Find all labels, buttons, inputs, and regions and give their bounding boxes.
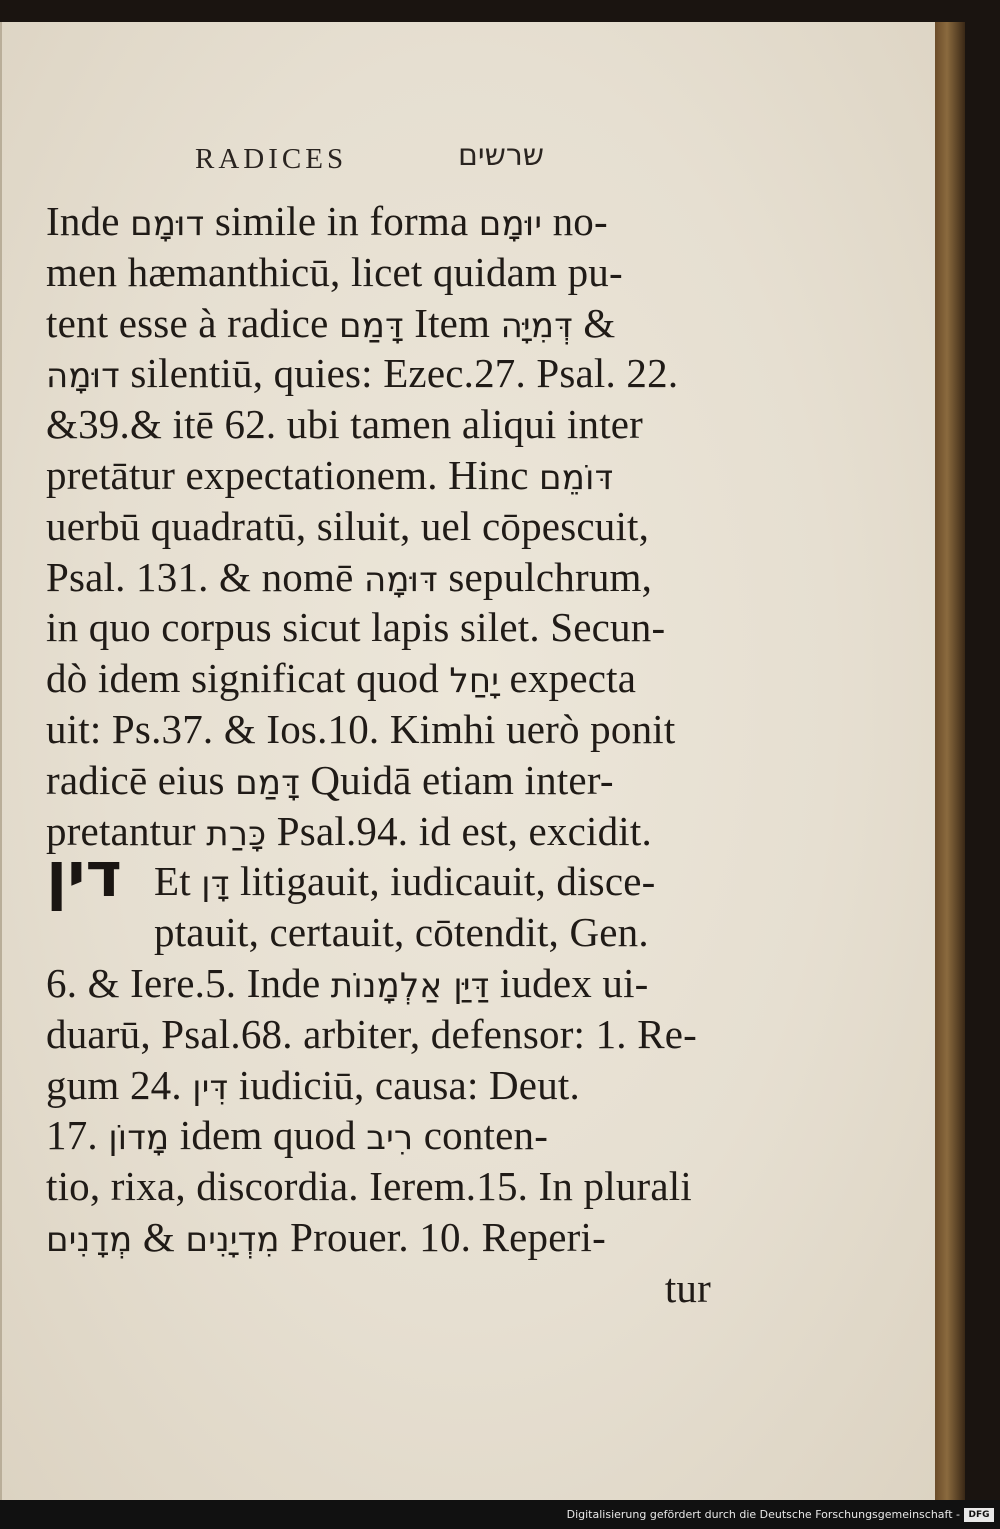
latin-text: men hæmanthicū, licet quidam pu- bbox=[46, 248, 623, 295]
hebrew-word: דוּמָה bbox=[46, 356, 120, 397]
hebrew-word: דָּמַם bbox=[338, 305, 404, 346]
text-line bbox=[46, 348, 711, 399]
latin-text: tent esse à radice bbox=[46, 299, 339, 346]
latin-text: ptauit, certauit, cōtendit, Gen. bbox=[154, 909, 649, 956]
hebrew-word: דִּין bbox=[192, 1067, 229, 1108]
text-line bbox=[46, 399, 711, 450]
text-line bbox=[46, 755, 711, 806]
body-text bbox=[46, 196, 711, 1314]
hebrew-word: דַּיַּן אַלְמָנוֹת bbox=[330, 965, 490, 1006]
running-head-hebrew: שרשים bbox=[458, 138, 545, 173]
hebrew-word: רִיב bbox=[366, 1118, 414, 1159]
drop-word-hebrew: דין bbox=[46, 838, 122, 911]
hebrew-word: מְדָנִים bbox=[46, 1219, 133, 1260]
text-line bbox=[46, 602, 711, 653]
hebrew-word: דָּן bbox=[201, 864, 230, 905]
text-line bbox=[46, 247, 711, 298]
text-line bbox=[46, 704, 711, 755]
hebrew-word: דּוּמָה bbox=[363, 559, 438, 600]
text-line bbox=[46, 958, 711, 1009]
latin-text: idem quod bbox=[169, 1112, 367, 1159]
hebrew-word: דְּמִיָּה bbox=[500, 305, 573, 346]
hebrew-word: דּוֹמֵם bbox=[539, 457, 614, 498]
text-line bbox=[46, 1110, 711, 1161]
latin-text: silentiū, quies: Ezec.27. Psal. 22. bbox=[119, 350, 679, 397]
hebrew-word: מָדוֹן bbox=[108, 1118, 170, 1159]
latin-text: &39.& itē 62. ubi tamen aliqui inter bbox=[46, 401, 644, 448]
text-line bbox=[46, 1060, 711, 1111]
latin-text: gum 24. bbox=[46, 1061, 193, 1108]
hebrew-word: דָּמַם bbox=[235, 762, 300, 803]
latin-text: Item bbox=[403, 299, 501, 346]
text-line bbox=[46, 501, 711, 552]
text-line bbox=[46, 907, 711, 958]
text-line bbox=[46, 298, 711, 349]
text-line bbox=[46, 1161, 711, 1212]
latin-text: pretantur bbox=[46, 807, 207, 854]
text-line bbox=[46, 450, 711, 501]
text-line bbox=[46, 1263, 711, 1314]
latin-text: litigauit, iudicauit, disce- bbox=[229, 858, 656, 905]
latin-text: 17. bbox=[46, 1112, 109, 1159]
running-head-latin: RADICES bbox=[195, 143, 348, 175]
latin-text: dò idem significat quod bbox=[46, 655, 450, 702]
latin-text: Psal. 131. & nomē bbox=[46, 553, 364, 600]
latin-text: 6. & Iere.5. Inde bbox=[46, 959, 331, 1006]
text-line bbox=[46, 1212, 711, 1263]
hebrew-word: דוּמָם bbox=[130, 204, 205, 244]
latin-text: iudiciū, causa: Deut. bbox=[228, 1061, 580, 1108]
latin-text: duarū, Psal.68. arbiter, defensor: 1. Re- bbox=[46, 1010, 697, 1057]
latin-text: Prouer. 10. Reperi- bbox=[279, 1213, 606, 1260]
text-line bbox=[46, 196, 711, 247]
digitization-credit: Digitalisierung gefördert durch die Deutsche Forschungsgemeinschaft - bbox=[566, 1508, 960, 1521]
hebrew-word: מִדְיָנִים bbox=[185, 1219, 280, 1260]
latin-text: Psal.94. id est, excidit. bbox=[266, 807, 652, 854]
hebrew-word: יוּמָם bbox=[478, 204, 543, 244]
text-line bbox=[46, 552, 711, 603]
latin-text: in quo corpus sicut lapis silet. Secun- bbox=[46, 604, 666, 651]
text-line bbox=[46, 1009, 711, 1060]
hebrew-word: יָחַל bbox=[449, 661, 500, 702]
latin-text: Inde bbox=[46, 198, 131, 244]
hebrew-word: כָּרַת bbox=[206, 813, 267, 854]
latin-text: Quidā etiam inter- bbox=[299, 756, 614, 803]
latin-text: & bbox=[572, 299, 616, 346]
latin-text: pretātur expectationem. Hinc bbox=[46, 451, 540, 498]
dfg-logo: DFG bbox=[964, 1508, 994, 1522]
text-line bbox=[46, 806, 711, 857]
text-line bbox=[46, 653, 711, 704]
text-line bbox=[46, 856, 711, 907]
latin-text: iudex ui- bbox=[489, 959, 649, 1006]
latin-text: & bbox=[132, 1213, 186, 1260]
latin-text: tio, rixa, discordia. Ierem.15. In plurali bbox=[46, 1163, 692, 1210]
page-edge bbox=[935, 22, 965, 1500]
latin-text: uit: Ps.37. & Ios.10. Kimhi uerò ponit bbox=[46, 705, 676, 752]
latin-text: simile in forma bbox=[204, 198, 479, 244]
latin-text: no- bbox=[542, 198, 608, 244]
latin-text: expecta bbox=[499, 655, 637, 702]
latin-text: conten- bbox=[413, 1112, 549, 1159]
latin-text: Et bbox=[154, 858, 202, 905]
latin-text: tur bbox=[664, 1264, 711, 1311]
latin-text: uerbū quadratū, siluit, uel cōpescuit, bbox=[46, 502, 650, 549]
latin-text: radicē eius bbox=[46, 756, 236, 803]
latin-text: sepulchrum, bbox=[437, 553, 653, 600]
